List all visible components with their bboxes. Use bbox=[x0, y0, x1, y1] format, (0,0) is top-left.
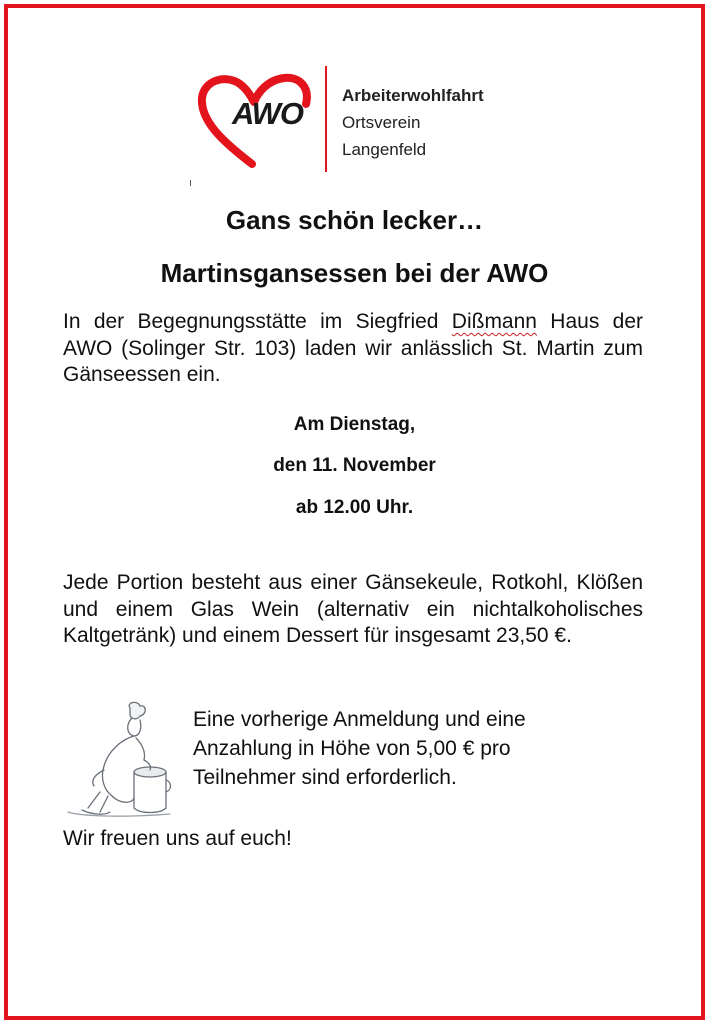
registration-notice bbox=[193, 705, 613, 792]
portion-paragraph: Jede Portion besteht aus einer Gänsekeule, Rotkohl, Klößen und einem Glas Wein (alternativ ein nichtalkoholisches Kaltgetränk) und einem Dessert für insgesamt 23,50 €. bbox=[63, 571, 643, 647]
intro-paragraph bbox=[63, 309, 643, 389]
org-name-line3: Langenfeld bbox=[342, 140, 427, 159]
subheadline: Martinsgansessen bei der AWO bbox=[160, 258, 549, 288]
logo-divider bbox=[325, 66, 327, 172]
date-line-weekday: Am Dienstag, bbox=[293, 414, 416, 435]
stray-mark bbox=[190, 180, 191, 186]
chef-illustration bbox=[60, 700, 178, 820]
logo-mark-text: AWO bbox=[232, 96, 304, 131]
registration-line: Anzahlung in Höhe von 5,00 € pro bbox=[193, 737, 511, 760]
headline: Gans schön lecker… bbox=[225, 205, 484, 235]
intro-text-part1: In der Begegnungsstätte im Siegfried bbox=[63, 310, 452, 333]
intro-text-part2: Haus der AWO (Solinger Str. 103) laden wir anlässlich St. Martin zum Gänseessen ein. bbox=[63, 310, 643, 386]
closing-line: Wir freuen uns auf euch! bbox=[63, 827, 292, 850]
organization-name bbox=[342, 82, 484, 163]
awo-logo bbox=[196, 66, 516, 176]
registration-line: Teilnehmer sind erforderlich. bbox=[193, 766, 457, 789]
org-name-line2: Ortsverein bbox=[342, 113, 421, 132]
intro-flagged-word: Dißmann bbox=[451, 310, 537, 333]
date-line-day: den 11. November bbox=[273, 455, 436, 476]
date-line-time: ab 12.00 Uhr. bbox=[295, 497, 414, 518]
org-name-line1: Arbeiterwohlfahrt bbox=[342, 86, 484, 105]
registration-line: Eine vorherige Anmeldung und eine bbox=[193, 708, 526, 731]
